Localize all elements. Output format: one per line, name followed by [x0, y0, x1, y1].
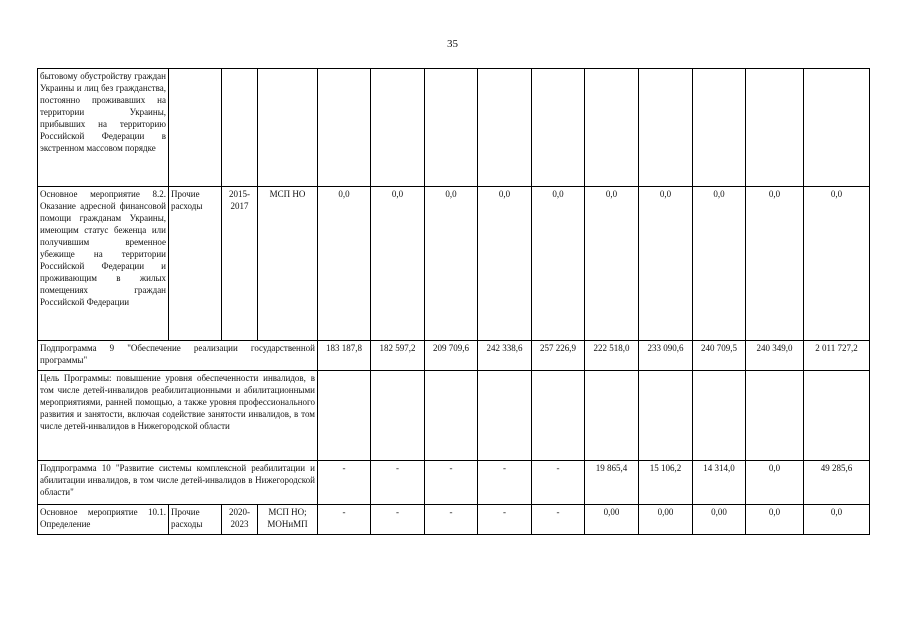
- value-cell: [532, 69, 585, 187]
- value-cell: 0,0: [693, 187, 746, 341]
- value-cell: 0,0: [318, 187, 371, 341]
- value-cell: -: [371, 461, 425, 505]
- row-description: Подпрограмма 10 "Развитие системы комплексной реабилитации и абилитации инвалидов, в том числе детей-инвалидов в Нижегородской области": [38, 461, 318, 505]
- value-cell: -: [478, 505, 532, 535]
- value-cell: 233 090,6: [639, 341, 693, 371]
- row-description: Основное мероприятие 10.1. Определение: [38, 505, 169, 535]
- value-cell: [639, 371, 693, 461]
- value-cell: [585, 371, 639, 461]
- row-description: бытовому обустройству граждан Украины и лиц без гражданства, постоянно проживавших на территории Украины, прибывших на территорию Российской Федерации в экстренном массовом порядке: [38, 69, 169, 187]
- value-cell: [371, 69, 425, 187]
- value-cell: 0,0: [532, 187, 585, 341]
- executor-cell: [258, 69, 318, 187]
- value-cell: 0,0: [639, 187, 693, 341]
- period-cell: 2015-2017: [222, 187, 258, 341]
- period-cell: [222, 69, 258, 187]
- table-row: [38, 371, 870, 461]
- total-cell: [804, 371, 870, 461]
- value-cell: 0,0: [478, 187, 532, 341]
- table-row: [38, 341, 870, 371]
- value-cell: 0,00: [693, 505, 746, 535]
- total-cell: 49 285,6: [804, 461, 870, 505]
- value-cell: [746, 371, 804, 461]
- value-cell: 15 106,2: [639, 461, 693, 505]
- value-cell: [693, 371, 746, 461]
- value-cell: 209 709,6: [425, 341, 478, 371]
- executor-cell: МСП НО: [258, 187, 318, 341]
- value-cell: 0,0: [371, 187, 425, 341]
- value-cell: -: [318, 461, 371, 505]
- value-cell: 0,0: [746, 461, 804, 505]
- value-cell: [425, 371, 478, 461]
- value-cell: 222 518,0: [585, 341, 639, 371]
- executor-cell: МСП НО; МОНиМП: [258, 505, 318, 535]
- value-cell: 19 865,4: [585, 461, 639, 505]
- value-cell: -: [532, 461, 585, 505]
- value-cell: [478, 69, 532, 187]
- value-cell: 0,00: [639, 505, 693, 535]
- value-cell: 257 226,9: [532, 341, 585, 371]
- total-cell: [804, 69, 870, 187]
- value-cell: 14 314,0: [693, 461, 746, 505]
- total-cell: 0,0: [804, 187, 870, 341]
- period-cell: 2020-2023: [222, 505, 258, 535]
- value-cell: 0,0: [746, 505, 804, 535]
- value-cell: -: [371, 505, 425, 535]
- row-description: Подпрограмма 9 "Обеспечение реализации государственной программы": [38, 341, 318, 371]
- expense-type-cell: Прочие расходы: [169, 187, 222, 341]
- table-row: [38, 187, 870, 341]
- total-cell: 2 011 727,2: [804, 341, 870, 371]
- table-row: [38, 69, 870, 187]
- expense-type-cell: [169, 69, 222, 187]
- value-cell: [639, 69, 693, 187]
- value-cell: [693, 69, 746, 187]
- value-cell: 0,00: [585, 505, 639, 535]
- value-cell: 0,0: [746, 187, 804, 341]
- row-description: Основное мероприятие 8.2. Оказание адресной финансовой помощи гражданам Украины, имеющим статус беженца или получившим временное убежище на территории Российской Федерации и проживающим в жилых помещениях граждан Российской Федерации: [38, 187, 169, 341]
- value-cell: [478, 371, 532, 461]
- total-cell: 0,0: [804, 505, 870, 535]
- value-cell: -: [318, 505, 371, 535]
- value-cell: [318, 69, 371, 187]
- program-goal: Цель Программы: повышение уровня обеспеченности инвалидов, в том числе детей-инвалидов реабилитационными и абилитационными мероприятиями, ранней помощью, а также уровня профессионального развития и занятости, включая содействие занятости инвалидов, в том числе детей-инвалидов в Нижегородской области: [38, 371, 318, 461]
- value-cell: 242 338,6: [478, 341, 532, 371]
- table-row: [38, 461, 870, 505]
- value-cell: 0,0: [585, 187, 639, 341]
- budget-table: [37, 68, 870, 535]
- value-cell: -: [478, 461, 532, 505]
- value-cell: 240 709,5: [693, 341, 746, 371]
- page-number: 35: [447, 38, 458, 50]
- value-cell: [371, 371, 425, 461]
- value-cell: -: [425, 461, 478, 505]
- value-cell: [425, 69, 478, 187]
- value-cell: 183 187,8: [318, 341, 371, 371]
- value-cell: 0,0: [425, 187, 478, 341]
- value-cell: -: [532, 505, 585, 535]
- expense-type-cell: Прочие расходы: [169, 505, 222, 535]
- value-cell: [318, 371, 371, 461]
- value-cell: [746, 69, 804, 187]
- value-cell: [532, 371, 585, 461]
- value-cell: -: [425, 505, 478, 535]
- value-cell: [585, 69, 639, 187]
- value-cell: 182 597,2: [371, 341, 425, 371]
- value-cell: 240 349,0: [746, 341, 804, 371]
- table-row: [38, 505, 870, 535]
